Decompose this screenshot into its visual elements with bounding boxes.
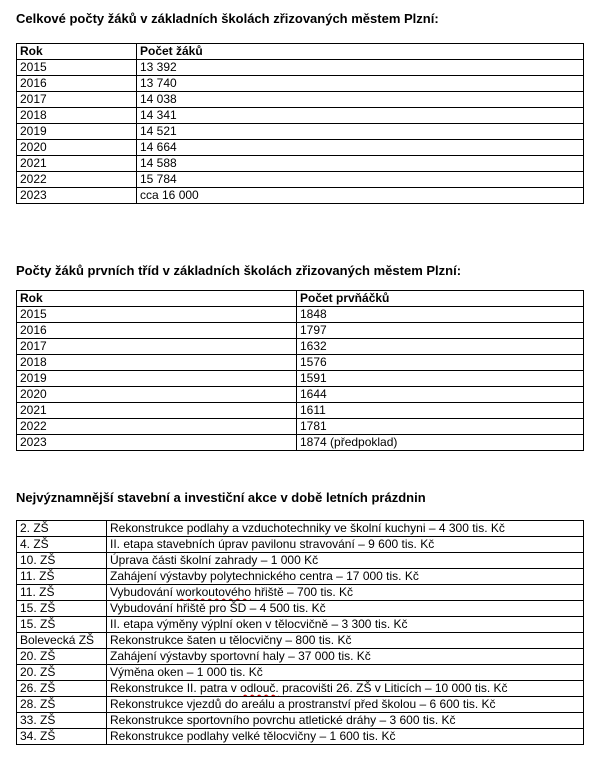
table-row (17, 76, 584, 92)
pupils-count-cell: 15 784 (137, 172, 584, 188)
school-cell: 34. ZŠ (17, 729, 107, 745)
school-cell: 15. ZŠ (17, 617, 107, 633)
table-row (17, 339, 584, 355)
table-row (17, 435, 584, 451)
table-row (17, 585, 584, 601)
table-row (17, 172, 584, 188)
year-cell: 2019 (17, 371, 297, 387)
school-cell: 26. ZŠ (17, 681, 107, 697)
first-graders-count-cell: 1797 (297, 323, 584, 339)
year-cell: 2017 (17, 92, 137, 108)
table-row (17, 140, 584, 156)
school-cell: 28. ZŠ (17, 697, 107, 713)
table-row (17, 371, 584, 387)
table-row (17, 419, 584, 435)
header-year: Rok (17, 291, 297, 307)
school-cell: 20. ZŠ (17, 649, 107, 665)
table-row (17, 569, 584, 585)
school-cell: Bolevecká ZŠ (17, 633, 107, 649)
pupils-count-cell: 14 038 (137, 92, 584, 108)
project-description-cell: Rekonstrukce vjezdů do areálu a prostranství před školou – 6 600 tis. Kč (107, 697, 584, 713)
table-row (17, 323, 584, 339)
year-cell: 2018 (17, 108, 137, 124)
project-description-cell: Úprava části školní zahrady – 1 000 Kč (107, 553, 584, 569)
year-cell: 2022 (17, 172, 137, 188)
first-graders-count-cell: 1874 (předpoklad) (297, 435, 584, 451)
school-cell: 33. ZŠ (17, 713, 107, 729)
year-cell: 2015 (17, 307, 297, 323)
year-cell: 2020 (17, 387, 297, 403)
project-description-cell: Rekonstrukce sportovního povrchu atletické dráhy – 3 600 tis. Kč (107, 713, 584, 729)
pupils-total-table (16, 43, 584, 204)
table-header-row (17, 44, 584, 60)
school-cell: 20. ZŠ (17, 665, 107, 681)
school-cell: 10. ZŠ (17, 553, 107, 569)
project-description-cell: Rekonstrukce II. patra v odlouč. pracovišti 26. ZŠ v Liticích – 10 000 tis. Kč (107, 681, 584, 697)
table-row (17, 188, 584, 204)
table-row (17, 355, 584, 371)
year-cell: 2019 (17, 124, 137, 140)
pupils-count-cell: 13 740 (137, 76, 584, 92)
construction-projects-table (16, 520, 584, 745)
first-graders-count-cell: 1848 (297, 307, 584, 323)
table-row (17, 649, 584, 665)
project-description-cell: Vybudování workoutového hřiště – 700 tis. Kč (107, 585, 584, 601)
table-header-row (17, 291, 584, 307)
pupils-count-cell: 14 521 (137, 124, 584, 140)
project-description-cell: Rekonstrukce podlahy a vzduchotechniky ve školní kuchyni – 4 300 tis. Kč (107, 521, 584, 537)
table-row (17, 307, 584, 323)
pupils-count-cell: 14 341 (137, 108, 584, 124)
table-row (17, 697, 584, 713)
table-row (17, 713, 584, 729)
table-row (17, 60, 584, 76)
school-cell: 15. ZŠ (17, 601, 107, 617)
section3-title: Nejvýznamnější stavební a investiční akce v době letních prázdnin (16, 490, 426, 505)
year-cell: 2021 (17, 156, 137, 172)
school-cell: 11. ZŠ (17, 569, 107, 585)
first-graders-count-cell: 1644 (297, 387, 584, 403)
year-cell: 2017 (17, 339, 297, 355)
year-cell: 2016 (17, 76, 137, 92)
school-cell: 2. ZŠ (17, 521, 107, 537)
table-row (17, 553, 584, 569)
year-cell: 2015 (17, 60, 137, 76)
year-cell: 2018 (17, 355, 297, 371)
table-row (17, 537, 584, 553)
section2-title: Počty žáků prvních tříd v základních školách zřizovaných městem Plzní: (16, 263, 462, 278)
table-row (17, 521, 584, 537)
table-row (17, 108, 584, 124)
project-description-cell: Zahájení výstavby sportovní haly – 37 000 tis. Kč (107, 649, 584, 665)
first-graders-count-cell: 1576 (297, 355, 584, 371)
year-cell: 2022 (17, 419, 297, 435)
table-row (17, 665, 584, 681)
year-cell: 2016 (17, 323, 297, 339)
table-row (17, 92, 584, 108)
pupils-count-cell: cca 16 000 (137, 188, 584, 204)
year-cell: 2023 (17, 435, 297, 451)
table-row (17, 124, 584, 140)
project-description-cell: Zahájení výstavby polytechnického centra – 17 000 tis. Kč (107, 569, 584, 585)
pupils-count-cell: 14 588 (137, 156, 584, 172)
project-description-cell: II. etapa stavebních úprav pavilonu stravování – 9 600 tis. Kč (107, 537, 584, 553)
first-graders-count-cell: 1591 (297, 371, 584, 387)
project-description-cell: Rekonstrukce podlahy velké tělocvičny – 1 600 tis. Kč (107, 729, 584, 745)
table-row (17, 387, 584, 403)
table-row (17, 633, 584, 649)
header-year: Rok (17, 44, 137, 60)
first-graders-count-cell: 1632 (297, 339, 584, 355)
table-row (17, 681, 584, 697)
section1-title: Celkové počty žáků v základních školách zřizovaných městem Plzní: (16, 11, 439, 26)
table-row (17, 601, 584, 617)
table-row (17, 617, 584, 633)
year-cell: 2021 (17, 403, 297, 419)
table-row (17, 403, 584, 419)
project-description-cell: II. etapa výměny výplní oken v tělocvičně – 3 300 tis. Kč (107, 617, 584, 633)
table-row (17, 156, 584, 172)
project-description-cell: Rekonstrukce šaten u tělocvičny – 800 tis. Kč (107, 633, 584, 649)
header-first-graders: Počet prvňáčků (297, 291, 584, 307)
pupils-count-cell: 14 664 (137, 140, 584, 156)
project-description-cell: Výměna oken – 1 000 tis. Kč (107, 665, 584, 681)
year-cell: 2020 (17, 140, 137, 156)
year-cell: 2023 (17, 188, 137, 204)
school-cell: 11. ZŠ (17, 585, 107, 601)
table-row (17, 729, 584, 745)
first-graders-count-cell: 1781 (297, 419, 584, 435)
school-cell: 4. ZŠ (17, 537, 107, 553)
project-description-cell: Vybudování hřiště pro ŠD – 4 500 tis. Kč (107, 601, 584, 617)
first-graders-count-cell: 1611 (297, 403, 584, 419)
header-pupils: Počet žáků (137, 44, 584, 60)
first-grade-table (16, 290, 584, 451)
pupils-count-cell: 13 392 (137, 60, 584, 76)
